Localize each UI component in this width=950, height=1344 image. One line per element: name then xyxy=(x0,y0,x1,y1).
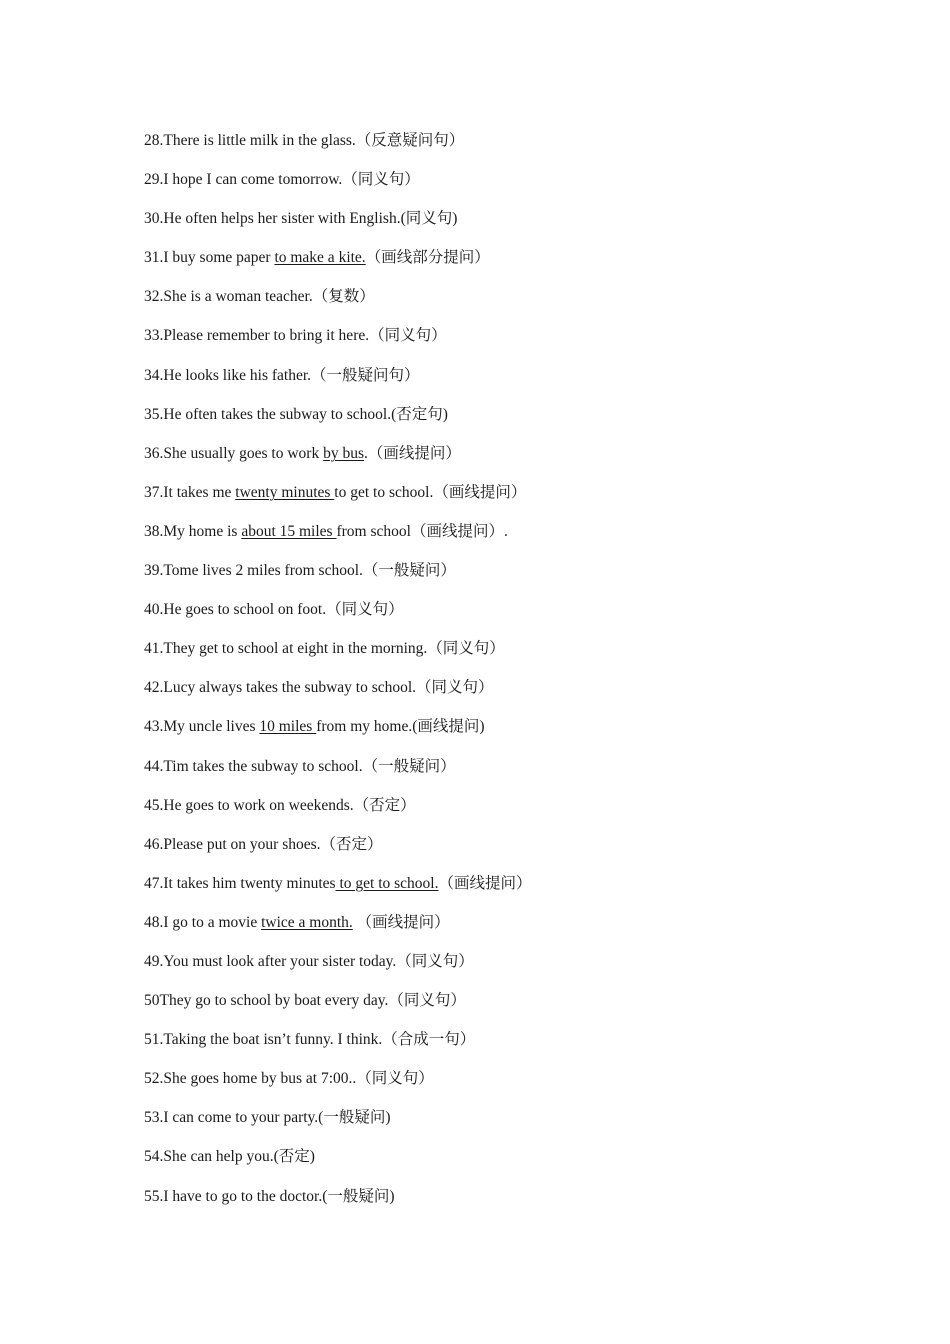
text-segment: 45.He goes to work on weekends.（否定） xyxy=(144,796,416,814)
text-segment: （画线提问） xyxy=(352,913,450,931)
text-segment: 53.I can come to your party.(一般疑问) xyxy=(144,1109,391,1127)
text-segment: 35.He often takes the subway to school.(否定句) xyxy=(144,405,448,423)
exercise-item xyxy=(144,480,864,519)
exercise-item xyxy=(144,167,864,206)
exercise-item xyxy=(144,558,864,597)
exercise-item xyxy=(144,793,864,832)
exercise-item xyxy=(144,871,864,910)
exercise-item xyxy=(144,441,864,480)
text-segment: 38.My home is xyxy=(144,522,242,540)
exercise-item xyxy=(144,402,864,441)
text-segment: 50They go to school by boat every day.（同义句） xyxy=(144,992,466,1010)
exercise-item xyxy=(144,284,864,323)
underlined-segment: twice a month. xyxy=(261,913,353,931)
text-segment: 55.I have to go to the doctor.(一般疑问) xyxy=(144,1187,395,1205)
exercise-list xyxy=(144,128,864,1223)
exercise-item xyxy=(144,1066,864,1105)
text-segment: 31.I buy some paper xyxy=(144,249,275,267)
text-segment: 39.Tome lives 2 miles from school.（一般疑问） xyxy=(144,562,456,580)
text-segment: 44.Tim takes the subway to school.（一般疑问） xyxy=(144,757,456,775)
exercise-item xyxy=(144,636,864,675)
text-segment: 28.There is little milk in the glass.（反意疑问句） xyxy=(144,132,465,149)
underlined-segment: to make a kite. xyxy=(274,249,366,267)
exercise-item xyxy=(144,910,864,949)
exercise-item xyxy=(144,832,864,871)
exercise-item xyxy=(144,675,864,714)
exercise-item xyxy=(144,363,864,402)
exercise-item xyxy=(144,245,864,284)
text-segment: 42.Lucy always takes the subway to school.（同义句） xyxy=(144,679,494,697)
text-segment: 48.I go to a movie xyxy=(144,913,262,931)
text-segment: 37.It takes me xyxy=(144,483,236,501)
text-segment: 32.She is a woman teacher.（复数） xyxy=(144,288,375,306)
exercise-item xyxy=(144,128,864,167)
text-segment: 49.You must look after your sister today.（同义句） xyxy=(144,952,474,970)
text-segment: 33.Please remember to bring it here.（同义句） xyxy=(144,327,447,345)
text-segment: 51.Taking the boat isn’t funny. I think.（合成一句） xyxy=(144,1031,476,1049)
underlined-segment: 10 miles xyxy=(259,718,317,736)
exercise-item xyxy=(144,988,864,1027)
text-segment: from school（画线提问）. xyxy=(336,522,508,540)
text-segment: 41.They get to school at eight in the morning.（同义句） xyxy=(144,640,505,658)
exercise-item xyxy=(144,1105,864,1144)
text-segment: 30.He often helps her sister with English.(同义句) xyxy=(144,210,458,228)
text-segment: to get to school.（画线提问） xyxy=(334,483,527,501)
underlined-segment: twenty minutes xyxy=(235,483,335,501)
text-segment: 43.My uncle lives xyxy=(144,718,260,736)
text-segment: 36.She usually goes to work xyxy=(144,444,324,462)
exercise-item xyxy=(144,714,864,753)
text-segment: 34.He looks like his father.（一般疑问句） xyxy=(144,366,420,384)
text-segment: （画线提问） xyxy=(438,874,532,892)
text-segment: （画线部分提问） xyxy=(365,249,490,267)
text-segment: 47.It takes him twenty minutes xyxy=(144,874,336,892)
exercise-item xyxy=(144,323,864,362)
underlined-segment: about 15 miles xyxy=(241,522,337,540)
exercise-item xyxy=(144,1184,864,1223)
exercise-item xyxy=(144,597,864,636)
exercise-item xyxy=(144,1027,864,1066)
exercise-item xyxy=(144,1144,864,1183)
exercise-item xyxy=(144,949,864,988)
underlined-segment: by bus xyxy=(323,444,365,462)
text-segment: from my home.(画线提问) xyxy=(316,718,485,736)
text-segment: .（画线提问） xyxy=(364,444,461,462)
exercise-item xyxy=(144,754,864,793)
text-segment: 52.She goes home by bus at 7:00..（同义句） xyxy=(144,1070,434,1088)
text-segment: 29.I hope I can come tomorrow.（同义句） xyxy=(144,171,420,189)
exercise-item xyxy=(144,206,864,245)
underlined-segment: to get to school. xyxy=(335,874,439,892)
text-segment: 40.He goes to school on foot.（同义句） xyxy=(144,601,404,619)
text-segment: 46.Please put on your shoes.（否定） xyxy=(144,835,383,853)
exercise-item xyxy=(144,519,864,558)
text-segment: 54.She can help you.(否定) xyxy=(144,1148,315,1166)
